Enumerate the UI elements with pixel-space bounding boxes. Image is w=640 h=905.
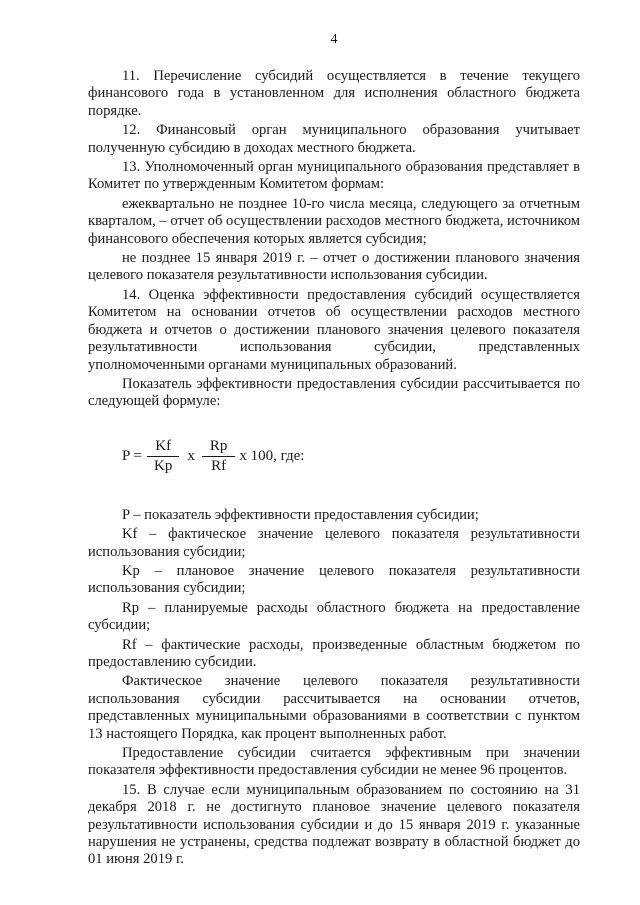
fraction-numerator-rp: Rp [202,438,236,457]
fraction-denominator-rf: Rf [211,458,227,475]
paragraph-13-quarterly: ежеквартально не позднее 10-го числа месяца, следующего за отчетным кварталом, – отчет об осуществлении расходов местного бюджета, источником финансового обеспечения которых является субсидия; [88,195,580,247]
formula-lhs: P = [122,448,142,465]
paragraph-15: 15. В случае если муниципальным образованием по состоянию на 31 декабря 2018 г. не достигнуто плановое значение целевого показателя результативности использования субсидии и до 15 января 2019 г. указанные нарушения не устранены, средства подлежат возврату в областной бюджет до 01 июня 2019 г. [88,781,580,868]
definition-rp: Rp – планируемые расходы областного бюджета на предоставление субсидии; [88,599,580,634]
paragraph-efficiency-threshold: Предоставление субсидии считается эффективным при значении показателя эффективности предоставления субсидии не менее 96 процентов. [88,745,580,779]
fraction-rp-rf [202,438,236,475]
definition-kp: Kp – плановое значение целевого показателя результативности использования субсидии; [88,562,580,597]
formula-intro: Показатель эффективности предоставления субсидии рассчитывается по следующей формуле: [88,375,580,410]
fraction-numerator-kf: Kf [147,438,179,457]
paragraph-11: 11. Перечисление субсидий осуществляется в течение текущего финансового года в установленном для исполнения областного бюджета порядке. [88,68,580,119]
paragraph-13: 13. Уполномоченный орган муниципального образования представляет в Комитет по утвержденным Комитетом формам: [88,159,580,193]
paragraph-13-january: не позднее 15 января 2019 г. – отчет о достижении планового значения целевого показателя результативности использования субсидии. [88,250,580,284]
definition-rf: Rf – фактические расходы, произведенные областным бюджетом по предоставлению субсидии. [88,636,580,670]
fraction-kf-kp [146,438,180,475]
paragraph-actual-value: Фактическое значение целевого показателя результативности использования субсидии рассчитывается на основании отчетов, представленных муниципальными образованиями в соответствии с пунктом 13 настоящего Порядка, как процент выполненных работ. [88,673,580,742]
definition-p: P – показатель эффективности предоставления субсидии; [122,506,479,523]
paragraph-12: 12. Финансовый орган муниципального образования учитывает полученную субсидию в доходах местного бюджета. [88,122,580,156]
definition-kf: Kf – фактическое значение целевого показателя результативности использования субсидии; [88,526,580,560]
page-number: 4 [330,32,338,47]
fraction-denominator-kp: Kp [154,458,173,475]
formula-tail: x 100, где: [239,448,305,465]
paragraph-14: 14. Оценка эффективности предоставления субсидий осуществляется Комитетом на основании отчетов об осуществлении расходов местного бюджета и отчетов о достижении планового значения целевого показателя результативности использования субсидии, представленных уполномоченными органами муниципальных образований. [88,286,580,373]
multiply-sign: x [187,448,195,465]
efficiency-formula [122,437,580,477]
